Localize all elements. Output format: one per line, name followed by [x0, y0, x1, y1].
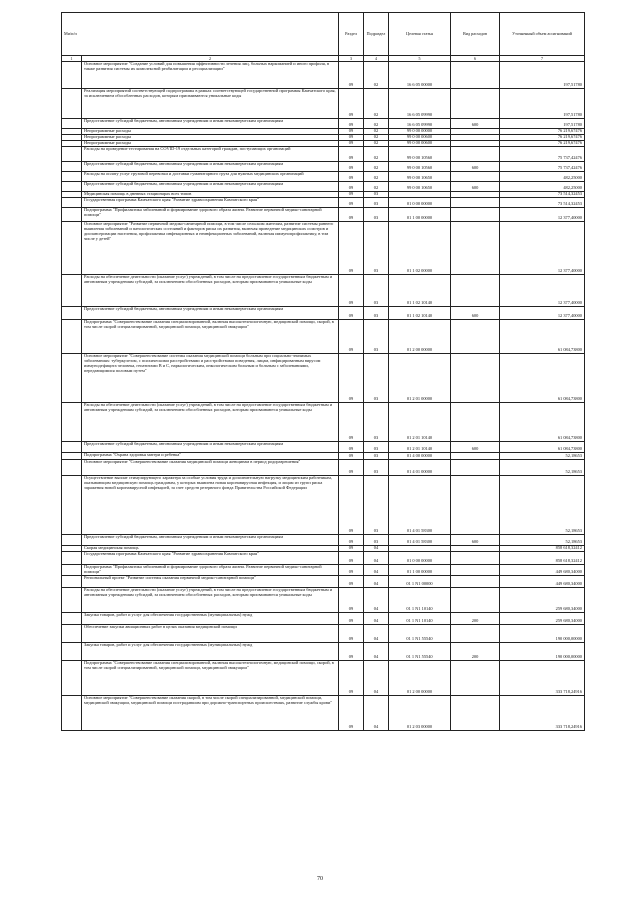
row-amount-cell: 12 377,40000	[500, 222, 585, 275]
table-row	[62, 172, 585, 182]
row-section-cell: 09	[339, 552, 364, 565]
row-amount-cell: 52,18653	[500, 460, 585, 476]
row-amount-cell: 190 000,00000	[500, 625, 585, 643]
row-index-cell	[62, 476, 82, 535]
row-subsection-cell: 02	[364, 182, 389, 192]
row-section-cell: 09	[339, 696, 364, 731]
row-target-cell: 16 6 05 09990	[389, 119, 451, 129]
row-index-cell	[62, 625, 82, 643]
row-amount-cell: 858 618,32412	[500, 546, 585, 552]
row-name-cell: Непрограммные расходы	[82, 141, 339, 147]
row-amount-cell: 73 514,32453	[500, 192, 585, 198]
table-row	[62, 320, 585, 354]
row-expense-type-cell	[451, 625, 500, 643]
row-expense-type-cell: 600	[451, 442, 500, 453]
header-subsection-cell: Подраздел	[364, 13, 389, 56]
row-index-cell	[62, 89, 82, 119]
row-expense-type-cell	[451, 403, 500, 442]
row-target-cell: 01 4 00 00000	[389, 453, 451, 460]
row-section-cell: 09	[339, 613, 364, 625]
row-subsection-cell: 02	[364, 141, 389, 147]
row-name-cell: Медицинская помощь в дневных стационарах всех типов	[82, 192, 339, 198]
row-name-cell: Расходы на обеспечение деятельности (оказание услуг) учреждений, в том числе на предоставление государственным бюджетным и автономным учреждениям субсидий, за исключением обособленных расходов, которым присваиваются уникальные коды	[82, 588, 339, 613]
row-amount-cell: 61 084,73800	[500, 354, 585, 403]
row-subsection-cell: 04	[364, 613, 389, 625]
row-name-cell: Государственная программа Камчатского края "Развитие здравоохранения Камчатского края"	[82, 198, 339, 208]
row-subsection-cell: 04	[364, 643, 389, 661]
row-name-cell: Непрограммные расходы	[82, 129, 339, 135]
row-section-cell: 09	[339, 198, 364, 208]
table-row	[62, 182, 585, 192]
row-index-cell	[62, 453, 82, 460]
budget-appropriations-table	[61, 12, 585, 731]
row-expense-type-cell	[451, 588, 500, 613]
table-row	[62, 275, 585, 307]
row-section-cell: 09	[339, 625, 364, 643]
row-amount-cell: 61 084,73800	[500, 320, 585, 354]
row-target-cell: 99 0 00 00000	[389, 129, 451, 135]
row-subsection-cell: 02	[364, 119, 389, 129]
row-target-cell: 16 6 05 00000	[389, 62, 451, 89]
row-subsection-cell: 03	[364, 453, 389, 460]
row-subsection-cell: 02	[364, 135, 389, 141]
row-target-cell: 01 1 02 10140	[389, 307, 451, 320]
row-index-cell	[62, 182, 82, 192]
row-index-cell	[62, 552, 82, 565]
table-row	[62, 476, 585, 535]
row-section-cell: 09	[339, 135, 364, 141]
row-section-cell: 09	[339, 403, 364, 442]
row-index-cell	[62, 661, 82, 696]
row-name-cell: Обеспечение закупки авиационных работ в целях оказания медицинской помощи	[82, 625, 339, 643]
row-subsection-cell: 03	[364, 307, 389, 320]
row-target-cell: 99 0 00 00600	[389, 135, 451, 141]
row-amount-cell: 61 084,73800	[500, 442, 585, 453]
row-index-cell	[62, 208, 82, 222]
column-number: 3	[339, 56, 364, 62]
table-header-row	[62, 13, 585, 56]
row-section-cell: 09	[339, 192, 364, 198]
table-row	[62, 354, 585, 403]
table-row	[62, 552, 585, 565]
column-number: 6	[451, 56, 500, 62]
header-expense-type-cell: Вид расходов	[451, 13, 500, 56]
row-index-cell	[62, 643, 82, 661]
row-expense-type-cell: 200	[451, 643, 500, 661]
row-subsection-cell: 04	[364, 546, 389, 552]
table-row	[62, 576, 585, 588]
row-subsection-cell: 04	[364, 588, 389, 613]
row-section-cell: 09	[339, 643, 364, 661]
header-name-cell: Ми/п/п	[62, 13, 339, 56]
column-number: 1	[62, 56, 82, 62]
row-index-cell	[62, 696, 82, 731]
row-subsection-cell: 02	[364, 162, 389, 172]
row-amount-cell: 197,51780	[500, 119, 585, 129]
row-amount-cell: 76 219,67476	[500, 141, 585, 147]
row-index-cell	[62, 354, 82, 403]
column-number: 4	[364, 56, 389, 62]
row-subsection-cell: 04	[364, 552, 389, 565]
row-target-cell: 01 1 N1 10140	[389, 588, 451, 613]
row-target-cell: 01 2 01 00000	[389, 354, 451, 403]
row-subsection-cell: 03	[364, 460, 389, 476]
row-amount-cell: 197,51780	[500, 62, 585, 89]
row-subsection-cell: 02	[364, 147, 389, 162]
row-amount-cell: 12 377,40000	[500, 275, 585, 307]
row-index-cell	[62, 172, 82, 182]
row-subsection-cell: 03	[364, 222, 389, 275]
row-name-cell: Региональный проект "Развитие системы оказания первичной медико-санитарной помощи"	[82, 576, 339, 588]
table-row	[62, 62, 585, 89]
row-section-cell: 09	[339, 182, 364, 192]
row-target-cell: 01 1 N1 55540	[389, 625, 451, 643]
row-index-cell	[62, 442, 82, 453]
row-amount-cell: 52,18653	[500, 535, 585, 546]
row-target-cell: 01 2 00 00000	[389, 320, 451, 354]
row-name-cell: Предоставление субсидий бюджетным, автономным учреждениям и иным некоммерческим организациям	[82, 442, 339, 453]
row-section-cell: 09	[339, 275, 364, 307]
table-row	[62, 147, 585, 162]
row-subsection-cell: 03	[364, 476, 389, 535]
row-amount-cell: 259 680,34000	[500, 588, 585, 613]
row-name-cell: Расходы на оплату услуг грузовой перевозки и доставки гуманитарного груза для нужных медицинских организаций	[82, 172, 339, 182]
row-section-cell: 09	[339, 89, 364, 119]
row-subsection-cell: 03	[364, 208, 389, 222]
row-section-cell: 09	[339, 588, 364, 613]
row-index-cell	[62, 613, 82, 625]
row-section-cell: 09	[339, 476, 364, 535]
row-section-cell: 09	[339, 129, 364, 135]
row-subsection-cell: 02	[364, 62, 389, 89]
row-amount-cell: 259 680,34000	[500, 613, 585, 625]
table-row	[62, 198, 585, 208]
row-amount-cell: 482,25000	[500, 172, 585, 182]
row-target-cell: 01 1 00 00000	[389, 565, 451, 576]
header-section-cell: Раздел	[339, 13, 364, 56]
row-expense-type-cell	[451, 576, 500, 588]
row-amount-cell: 12 377,40000	[500, 307, 585, 320]
row-index-cell	[62, 198, 82, 208]
row-name-cell: Закупка товаров, работ и услуг для обеспечения государственных (муниципальных) нужд	[82, 613, 339, 625]
row-section-cell: 09	[339, 62, 364, 89]
row-subsection-cell: 03	[364, 354, 389, 403]
row-name-cell: Предоставление субсидий бюджетным, автономным учреждениям и иным некоммерческим организациям	[82, 182, 339, 192]
row-name-cell: Закупка товаров, работ и услуг для обеспечения государственных (муниципальных) нужд	[82, 643, 339, 661]
table-row	[62, 442, 585, 453]
table-row	[62, 588, 585, 613]
column-number: 7	[500, 56, 585, 62]
row-expense-type-cell	[451, 696, 500, 731]
row-target-cell: 01 4 01 00000	[389, 460, 451, 476]
row-section-cell: 09	[339, 162, 364, 172]
row-name-cell: Предоставление субсидий бюджетным, автономным учреждениям и иным некоммерческим организациям	[82, 307, 339, 320]
row-section-cell: 09	[339, 119, 364, 129]
row-section-cell: 09	[339, 460, 364, 476]
table-row	[62, 119, 585, 129]
row-index-cell	[62, 320, 82, 354]
row-name-cell: Предоставление субсидий бюджетным, автономным учреждениям и иным некоммерческим организациям	[82, 119, 339, 129]
row-subsection-cell: 03	[364, 275, 389, 307]
row-amount-cell: 449 680,34000	[500, 576, 585, 588]
row-amount-cell: 12 377,40000	[500, 208, 585, 222]
table-row	[62, 565, 585, 576]
row-name-cell: Основное мероприятие "Совершенствование системы оказания медицинской помощи больным при социально-значимых заболеваниях: туберкулезом, с психическими расстройствами и расстройствами поведения, лицам, инфицированным вирусом иммунодефицита человека, гепатитами В и С, наркологическим, онкологическим больным и больным с заболеваниями, передающимися половым путем"	[82, 354, 339, 403]
row-expense-type-cell	[451, 172, 500, 182]
table-row	[62, 162, 585, 172]
row-expense-type-cell	[451, 208, 500, 222]
row-subsection-cell: 04	[364, 576, 389, 588]
row-index-cell	[62, 275, 82, 307]
row-expense-type-cell: 600	[451, 162, 500, 172]
header-amount-cell: Уточненный объем ассигнований	[500, 13, 585, 56]
row-subsection-cell: 03	[364, 320, 389, 354]
row-subsection-cell: 02	[364, 172, 389, 182]
row-amount-cell: 76 219,67476	[500, 129, 585, 135]
table-row	[62, 403, 585, 442]
row-name-cell: Подпрограмма "Профилактика заболеваний и формирование здорового образа жизни. Развитие первичной медико-санитарной помощи"	[82, 565, 339, 576]
row-section-cell: 09	[339, 565, 364, 576]
row-index-cell	[62, 162, 82, 172]
row-section-cell: 09	[339, 147, 364, 162]
row-amount-cell: 52,18653	[500, 453, 585, 460]
row-section-cell: 09	[339, 320, 364, 354]
row-section-cell: 09	[339, 576, 364, 588]
row-section-cell: 09	[339, 535, 364, 546]
row-amount-cell: 73 514,32453	[500, 198, 585, 208]
row-name-cell: Подпрограмма "Совершенствование оказания специализированной, включая высокотехнологичную, медицинской помощи, скорой, в том числе скорой специализированной, медицинской помощи, медицинской эвакуации"	[82, 661, 339, 696]
row-target-cell: 01 4 01 58300	[389, 535, 451, 546]
row-target-cell: 01 0 00 00000	[389, 198, 451, 208]
row-expense-type-cell	[451, 552, 500, 565]
row-section-cell: 09	[339, 222, 364, 275]
row-name-cell: Основное мероприятие "Создание условий для повышения эффективности лечения лиц, больных наркоманией и иного профиля, в также развития системы их комплексной реабилитации и ресоциализации"	[82, 62, 339, 89]
row-section-cell: 09	[339, 453, 364, 460]
row-section-cell: 09	[339, 141, 364, 147]
row-name-cell: Подпрограмма "Совершенствование оказания специализированной, включая высокотехнологичную, медицинской помощи, скорой, в том числе скорой специализированной, медицинской помощи, медицинской эвакуации"	[82, 320, 339, 354]
table-row	[62, 535, 585, 546]
row-name-cell: Основное мероприятие "Развитие первичной медико-санитарной помощи, в том числе сельским жителям, развитие системы раннего выявления заболеваний и патологических состояний и факторов риска их развития, включая проведение медицинских осмотров и диспансеризации населения, профилактика инфекционных и неинфекционных заболеваний, включая иммунопрофилактику, в том числе у детей"	[82, 222, 339, 275]
row-name-cell: Реализация мероприятий соответствующей подпрограммы в рамках соответствующей государственной программы Камчатского края, за исключением обособленных расходов, которым присваиваются уникальные коды	[82, 89, 339, 119]
row-index-cell	[62, 62, 82, 89]
row-subsection-cell: 03	[364, 535, 389, 546]
row-subsection-cell: 03	[364, 192, 389, 198]
row-expense-type-cell	[451, 89, 500, 119]
row-index-cell	[62, 588, 82, 613]
row-subsection-cell: 02	[364, 89, 389, 119]
row-amount-cell: 482,25000	[500, 182, 585, 192]
row-expense-type-cell	[451, 661, 500, 696]
row-subsection-cell: 03	[364, 403, 389, 442]
row-index-cell	[62, 222, 82, 275]
row-name-cell: Непрограммные расходы	[82, 135, 339, 141]
row-expense-type-cell	[451, 354, 500, 403]
row-expense-type-cell: 200	[451, 613, 500, 625]
row-name-cell: Предоставление субсидий бюджетным, автономным учреждениям и иным некоммерческим организациям	[82, 162, 339, 172]
row-name-cell: Подпрограмма "Профилактика заболеваний и формирование здорового образа жизни. Развитие первичной медико-санитарной помощи"	[82, 208, 339, 222]
row-section-cell: 09	[339, 661, 364, 696]
row-target-cell: 99 0 00 10650	[389, 182, 451, 192]
row-expense-type-cell	[451, 476, 500, 535]
table-row	[62, 307, 585, 320]
table-row	[62, 696, 585, 731]
row-section-cell: 09	[339, 172, 364, 182]
table-row	[62, 208, 585, 222]
row-expense-type-cell: 600	[451, 119, 500, 129]
row-subsection-cell: 04	[364, 625, 389, 643]
row-section-cell: 09	[339, 354, 364, 403]
row-target-cell: 01 1 N1 55540	[389, 643, 451, 661]
row-section-cell: 09	[339, 546, 364, 552]
row-index-cell	[62, 307, 82, 320]
row-expense-type-cell: 600	[451, 307, 500, 320]
row-expense-type-cell: 600	[451, 535, 500, 546]
row-amount-cell: 75 737,42476	[500, 147, 585, 162]
page-number: 70	[317, 876, 323, 882]
row-amount-cell: 449 680,34000	[500, 565, 585, 576]
row-amount-cell: 76 219,67476	[500, 135, 585, 141]
row-amount-cell: 75 737,42476	[500, 162, 585, 172]
row-amount-cell: 333 718,24916	[500, 661, 585, 696]
row-expense-type-cell	[451, 460, 500, 476]
row-name-cell: Основное мероприятие "Совершенствование оказания медицинской помощи женщинам в период родоразрешения"	[82, 460, 339, 476]
row-amount-cell: 190 000,00000	[500, 643, 585, 661]
row-subsection-cell: 04	[364, 696, 389, 731]
header-target-cell: Целевая статья	[389, 13, 451, 56]
row-target-cell: 01 1 02 10140	[389, 275, 451, 307]
row-target-cell: 01 0 00 00000	[389, 552, 451, 565]
row-index-cell	[62, 119, 82, 129]
row-index-cell	[62, 565, 82, 576]
row-target-cell: 01 2 00 00000	[389, 661, 451, 696]
row-target-cell: 99 0 00 10560	[389, 147, 451, 162]
row-name-cell: Подпрограмма "Охрана здоровья матери и ребенка"	[82, 453, 339, 460]
row-expense-type-cell	[451, 147, 500, 162]
row-target-cell: 01 2 03 00000	[389, 696, 451, 731]
row-name-cell: Расходы на проведение тестирования на COVID-19 отдельных категорий граждан, поступающих организаций	[82, 147, 339, 162]
row-expense-type-cell	[451, 275, 500, 307]
row-subsection-cell: 04	[364, 661, 389, 696]
table-row	[62, 453, 585, 460]
table-body	[62, 62, 585, 731]
row-target-cell: 01 2 01 10140	[389, 442, 451, 453]
row-amount-cell: 858 618,32412	[500, 552, 585, 565]
row-expense-type-cell	[451, 198, 500, 208]
row-target-cell: 99 0 00 00600	[389, 141, 451, 147]
row-target-cell: 99 0 00 10650	[389, 172, 451, 182]
row-expense-type-cell	[451, 62, 500, 89]
row-index-cell	[62, 576, 82, 588]
row-section-cell: 09	[339, 442, 364, 453]
row-index-cell	[62, 535, 82, 546]
row-target-cell: 16 6 05 09990	[389, 89, 451, 119]
row-target-cell: 01 1 N1 10140	[389, 613, 451, 625]
row-section-cell: 09	[339, 208, 364, 222]
row-amount-cell: 61 084,73800	[500, 403, 585, 442]
row-amount-cell: 333 718,24916	[500, 696, 585, 731]
row-index-cell	[62, 460, 82, 476]
row-name-cell: Основное мероприятие "Совершенствование оказания скорой, в том числе скорой специализированной, медицинской помощи, медицинской эвакуации, медицинской помощи пострадавшим при дорожно-транспортных происшествиях, развитие службы крови"	[82, 696, 339, 731]
row-subsection-cell: 02	[364, 129, 389, 135]
row-target-cell: 99 0 00 10560	[389, 162, 451, 172]
table-row	[62, 460, 585, 476]
row-target-cell: 01 1 02 00000	[389, 222, 451, 275]
row-expense-type-cell	[451, 320, 500, 354]
row-expense-type-cell	[451, 222, 500, 275]
row-target-cell: 01 2 01 10140	[389, 403, 451, 442]
row-name-cell: Государственная программа Камчатского края "Развитие здравоохранения Камчатского края"	[82, 552, 339, 565]
row-name-cell: Расходы на обеспечение деятельности (оказание услуг) учреждений, в том числе на предоставление государственным бюджетным и автономным учреждениям субсидий, за исключением обособленных расходов, которым присваиваются уникальные коды	[82, 275, 339, 307]
column-number: 5	[389, 56, 451, 62]
table-row	[62, 222, 585, 275]
row-amount-cell: 197,51780	[500, 89, 585, 119]
table-row	[62, 613, 585, 625]
row-name-cell: Предоставление субсидий бюджетным, автономным учреждениям и иным некоммерческим организациям	[82, 535, 339, 546]
row-section-cell: 09	[339, 307, 364, 320]
row-index-cell	[62, 403, 82, 442]
column-number: 2	[82, 56, 339, 62]
row-name-cell: Расходы на обеспечение деятельности (оказание услуг) учреждений, в том числе на предоставление государственным бюджетным и автономным учреждениям субсидий, за исключением обособленных расходов, которым присваиваются уникальные коды	[82, 403, 339, 442]
row-expense-type-cell	[451, 453, 500, 460]
row-name-cell: Осуществление выплат стимулирующего характера за особые условия труда и дополнительную нагрузку медицинским работникам, оказывающим медицинскую помощь гражданам, у которых выявлена новая коронавирусная инфекция, и лицам из групп риска заражения новой коронавирусной инфекцией, за счет средств резервного фонда Правительства Российской Федерации	[82, 476, 339, 535]
row-subsection-cell: 03	[364, 198, 389, 208]
row-target-cell: 01 1 00 00000	[389, 208, 451, 222]
row-expense-type-cell	[451, 565, 500, 576]
row-name-cell: Скорая медицинская помощь	[82, 546, 339, 552]
table-row	[62, 89, 585, 119]
row-target-cell: 01 1 N1 00000	[389, 576, 451, 588]
row-index-cell	[62, 147, 82, 162]
row-target-cell: 01 4 01 58300	[389, 476, 451, 535]
table-row	[62, 643, 585, 661]
table-row	[62, 661, 585, 696]
row-subsection-cell: 04	[364, 565, 389, 576]
row-subsection-cell: 03	[364, 442, 389, 453]
row-expense-type-cell: 600	[451, 182, 500, 192]
row-amount-cell: 52,18653	[500, 476, 585, 535]
table-row	[62, 625, 585, 643]
